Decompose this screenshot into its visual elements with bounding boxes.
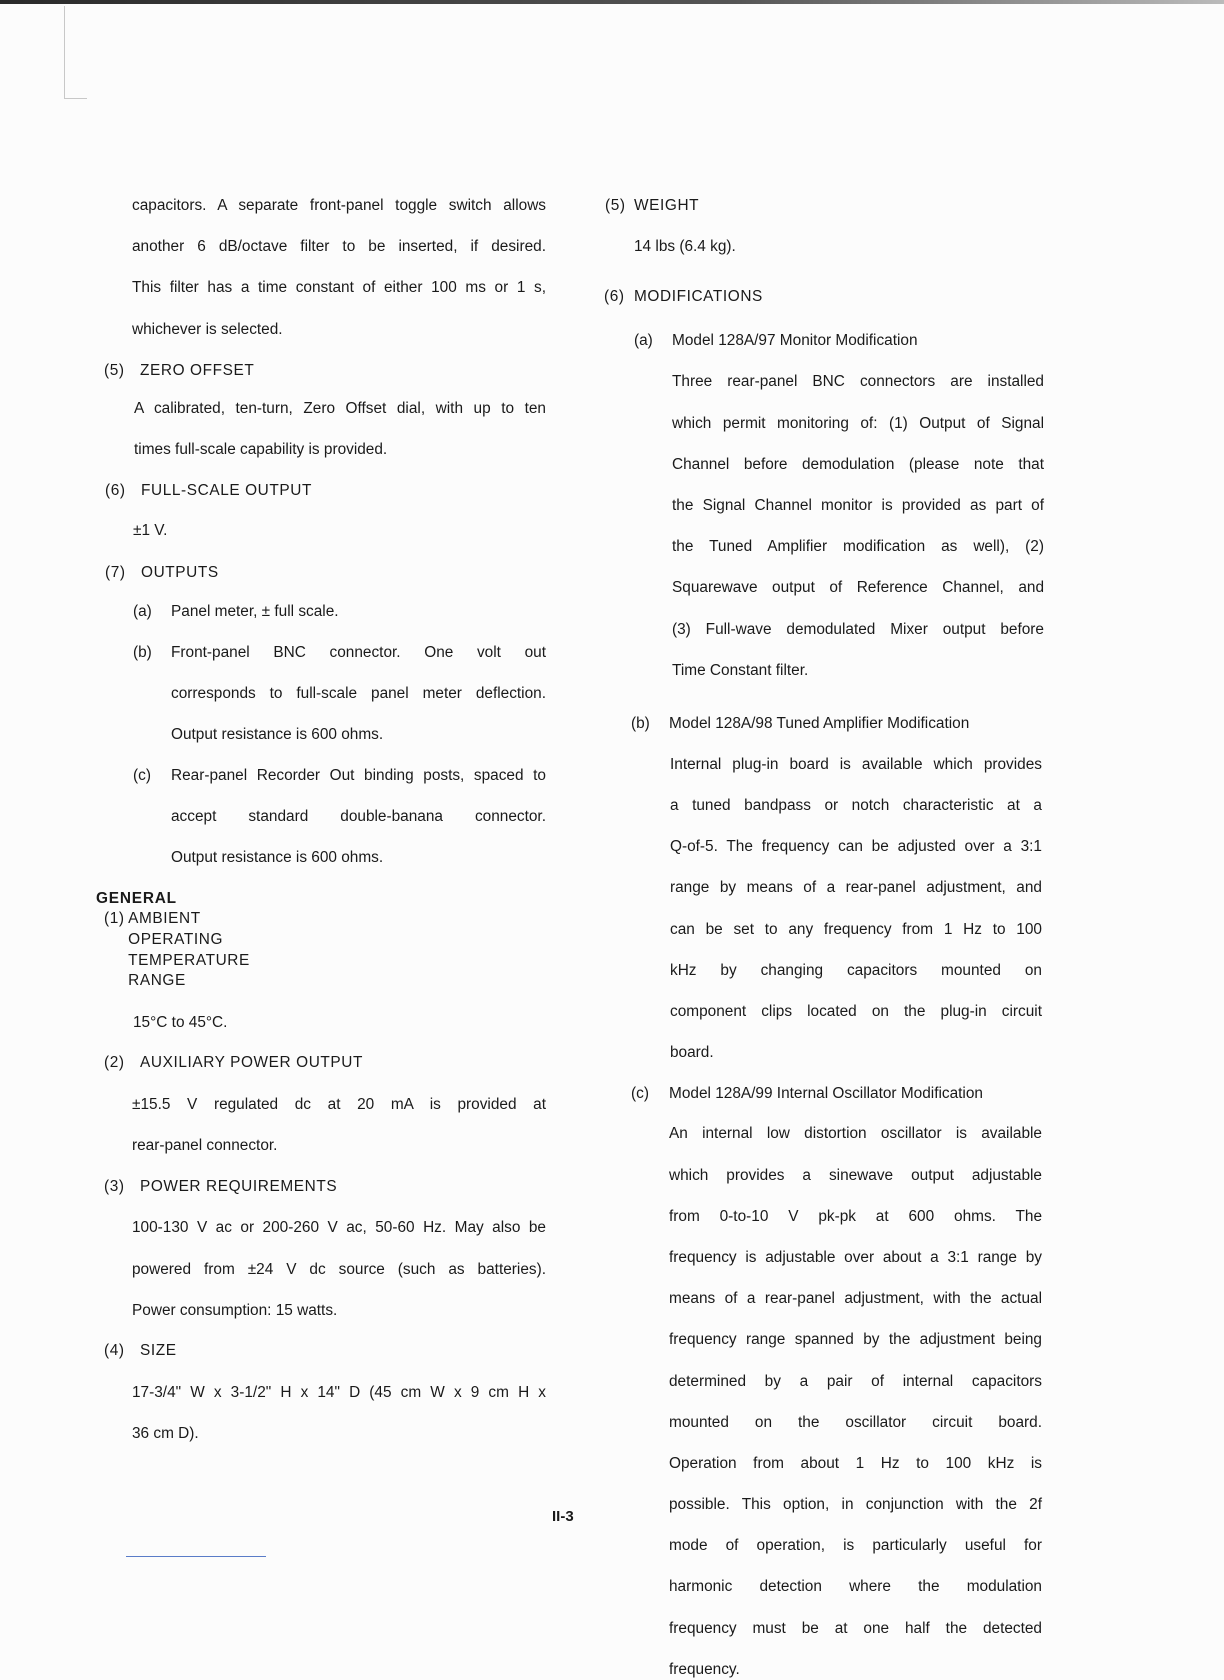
text-line: Q-of-5. The frequency can be adjusted over a 3:1: [670, 838, 1042, 856]
text-line: Channel before demodulation (please note that: [672, 455, 1044, 473]
top-rule: [0, 0, 1224, 4]
text-line: component clips located on the plug-in circuit: [670, 1003, 1042, 1020]
modification-title: Model 128A/99 Internal Oscillator Modification: [669, 1084, 983, 1102]
modification-b-paragraph: [670, 755, 1042, 1064]
text-line: powered from ±24 V dc source (such as batteries).: [132, 1260, 546, 1278]
text-line: times full-scale capability is provided.: [134, 440, 388, 458]
item-letter: (c): [133, 766, 151, 784]
filter-paragraph: [132, 196, 546, 340]
modification-a-heading: [634, 331, 1048, 352]
temperature-range-value: 15°C to 45°C.: [133, 1013, 228, 1031]
text-line: means of a rear-panel adjustment, with the actual: [669, 1290, 1042, 1308]
left-column: [96, 196, 546, 1445]
text-line: Front-panel BNC connector. One volt out: [171, 643, 546, 661]
text-line: whichever is selected.: [132, 320, 283, 338]
text-line: capacitors. A separate front-panel toggle switch allows: [132, 197, 546, 214]
text-line: Internal plug-in board is available which provides: [670, 755, 1042, 773]
text-line: can be set to any frequency from 1 Hz to 100: [670, 920, 1042, 938]
item-number: (6): [105, 481, 126, 499]
modification-a-paragraph: [672, 372, 1044, 681]
text-line: 36 cm D).: [132, 1425, 199, 1443]
text-line: Output resistance is 600 ohms.: [171, 726, 384, 744]
section-heading-full-scale-output: [105, 481, 546, 502]
text-line: possible. This option, in conjunction with the 2f: [669, 1496, 1042, 1514]
heading-label: AUXILIARY POWER OUTPUT: [140, 1054, 364, 1072]
heading-label: SIZE: [140, 1342, 177, 1360]
modification-c-paragraph: [669, 1124, 1042, 1680]
item-letter: (a): [133, 603, 152, 621]
power-requirements-paragraph: [132, 1218, 546, 1321]
text-line: range by means of a rear-panel adjustment, and: [670, 879, 1042, 897]
text-line: Time Constant filter.: [672, 661, 809, 679]
heading-label: ZERO OFFSET: [140, 362, 255, 380]
text-line: the Tuned Amplifier modification as well), (2): [672, 538, 1044, 556]
text-line: Panel meter, ± full scale.: [171, 603, 339, 621]
section-heading-zero-offset: [104, 361, 546, 382]
size-paragraph: [132, 1383, 546, 1445]
heading-label: FULL-SCALE OUTPUT: [141, 481, 312, 499]
section-heading-power-requirements: [104, 1177, 546, 1198]
text-line: from 0-to-10 V pk-pk at 600 ohms. The: [669, 1207, 1042, 1225]
output-item-b: [133, 643, 546, 746]
item-number: (4): [104, 1342, 125, 1360]
section-heading-ambient-temperature: [104, 909, 546, 991]
text-line: Power consumption: 15 watts.: [132, 1301, 338, 1319]
item-number: (5): [104, 362, 125, 380]
text-line: determined by a pair of internal capacitors: [669, 1372, 1042, 1390]
weight-value: 14 lbs (6.4 kg).: [634, 237, 736, 255]
text-line: which provides a sinewave output adjustable: [669, 1166, 1042, 1184]
text-line: ±15.5 V regulated dc at 20 mA is provided at: [132, 1096, 546, 1113]
heading-label: OUTPUTS: [141, 563, 219, 581]
text-line: rear-panel connector.: [132, 1137, 278, 1155]
item-letter: (a): [634, 331, 653, 349]
text-line: mounted on the oscillator circuit board.: [669, 1413, 1042, 1431]
item-letter: (b): [133, 643, 152, 661]
text-line: 100-130 V ac or 200-260 V ac, 50-60 Hz. May also be: [132, 1219, 546, 1237]
section-heading-weight: [605, 196, 1048, 217]
full-scale-value: ±1 V.: [133, 522, 168, 540]
text-line: 17-3/4" W x 3-1/2" H x 14" D (45 cm W x 9 cm H x: [132, 1383, 546, 1401]
zero-offset-paragraph: [134, 399, 546, 461]
section-heading-modifications: [604, 287, 1048, 308]
modification-title: Model 128A/97 Monitor Modification: [672, 331, 918, 349]
item-number: (3): [104, 1177, 125, 1195]
text-line: Operation from about 1 Hz to 100 kHz is: [669, 1454, 1042, 1472]
text-line: frequency.: [669, 1660, 740, 1678]
text-line: corresponds to full-scale panel meter deflection.: [171, 685, 546, 703]
item-number: (2): [104, 1054, 125, 1072]
text-line: Rear-panel Recorder Out binding posts, spaced to: [171, 766, 546, 784]
section-heading-size: [104, 1341, 546, 1362]
text-line: frequency must be at one half the detected: [669, 1619, 1042, 1637]
section-title-general: GENERAL: [96, 889, 177, 907]
text-line: Squarewave output of Reference Channel, and: [672, 579, 1044, 597]
text-line: A calibrated, ten-turn, Zero Offset dial, with up to ten: [134, 399, 546, 417]
item-number: (7): [105, 563, 126, 581]
page-number: II-3: [552, 1508, 574, 1525]
text-line: the Signal Channel monitor is provided as part of: [672, 496, 1044, 514]
text-line: frequency range spanned by the adjustment being: [669, 1331, 1042, 1349]
heading-label: AMBIENT OPERATING TEMPERATURE RANGE: [128, 910, 250, 990]
modification-c-heading: [631, 1084, 1048, 1105]
section-heading-auxiliary-power: [104, 1053, 546, 1074]
modification-title: Model 128A/98 Tuned Amplifier Modification: [669, 715, 970, 733]
item-number: (1): [104, 910, 125, 928]
right-column: [598, 196, 1048, 1680]
auxiliary-power-paragraph: [132, 1095, 546, 1157]
text-line: harmonic detection where the modulation: [669, 1578, 1042, 1596]
text-line: accept standard double-banana connector.: [171, 808, 546, 826]
text-line: This filter has a time constant of either 100 ms or 1 s,: [132, 279, 546, 297]
section-heading-outputs: [105, 563, 546, 584]
bottom-underline-mark: [126, 1556, 266, 1557]
text-line: kHz by changing capacitors mounted on: [670, 961, 1042, 979]
heading-label: MODIFICATIONS: [634, 288, 763, 306]
text-line: (3) Full-wave demodulated Mixer output before: [672, 620, 1044, 638]
text-line: frequency is adjustable over about a 3:1 range by: [669, 1248, 1042, 1266]
heading-label: POWER REQUIREMENTS: [140, 1177, 338, 1195]
output-item-c: [133, 766, 546, 869]
text-line: An internal low distortion oscillator is available: [669, 1125, 1042, 1143]
text-line: board.: [670, 1044, 714, 1062]
text-line: which permit monitoring of: (1) Output of Signal: [672, 414, 1044, 432]
item-letter: (b): [631, 715, 650, 733]
corner-crop-mark: [64, 6, 87, 99]
item-number: (5): [605, 197, 626, 214]
text-line: another 6 dB/octave filter to be inserted, if desired.: [132, 238, 546, 256]
text-line: a tuned bandpass or notch characteristic at a: [670, 797, 1042, 815]
heading-label: WEIGHT: [634, 197, 700, 214]
text-line: Output resistance is 600 ohms.: [171, 849, 384, 867]
item-letter: (c): [631, 1084, 649, 1102]
item-number: (6): [604, 288, 625, 306]
modification-b-heading: [631, 714, 1048, 735]
text-line: mode of operation, is particularly useful for: [669, 1537, 1042, 1555]
output-item-a: [133, 602, 546, 623]
text-line: Three rear-panel BNC connectors are installed: [672, 373, 1044, 391]
